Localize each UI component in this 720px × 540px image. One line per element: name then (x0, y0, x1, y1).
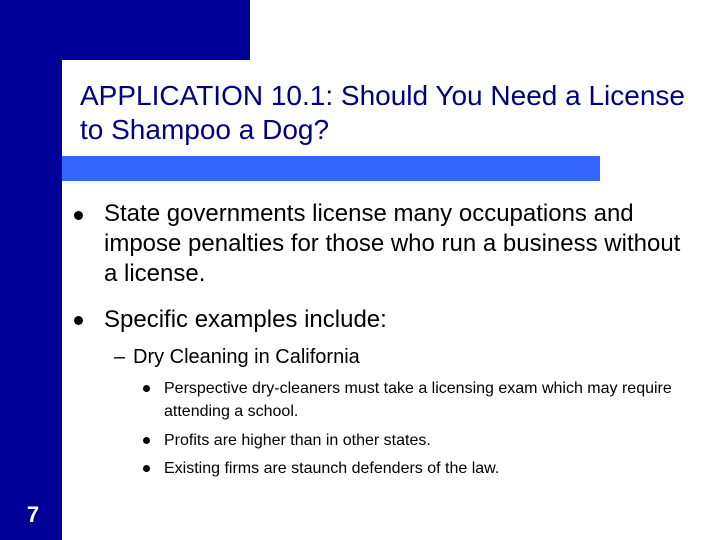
bullet-item-1: State governments license many occupations and impose penalties for those who run a business without a license. (104, 200, 681, 287)
bullet-dot-icon (143, 437, 150, 444)
top-navy-bar (0, 0, 250, 60)
slide-title: APPLICATION 10.1: Should You Need a License to Shampoo a Dog? (80, 80, 685, 145)
bullet-dot-icon (74, 211, 83, 220)
sub-sub-item-2: Profits are higher than in other states. (164, 432, 431, 449)
title-underline-accent (62, 156, 600, 181)
sub-sub-item-3: Existing firms are staunch defenders of the law. (164, 460, 500, 477)
bullet-dot-icon (143, 465, 150, 472)
sub-item-dry-cleaning: Dry Cleaning in California (133, 346, 360, 368)
sub-sub-item-1: Perspective dry-cleaners must take a licensing exam which may require attending a school. (164, 380, 672, 420)
dash-bullet-icon: – (114, 346, 126, 368)
left-navy-bar (0, 0, 62, 540)
bullet-item-2: Specific examples include: (104, 306, 387, 333)
bullet-dot-icon (143, 385, 150, 392)
page-number: 7 (26, 502, 40, 527)
bullet-dot-icon (74, 316, 83, 325)
